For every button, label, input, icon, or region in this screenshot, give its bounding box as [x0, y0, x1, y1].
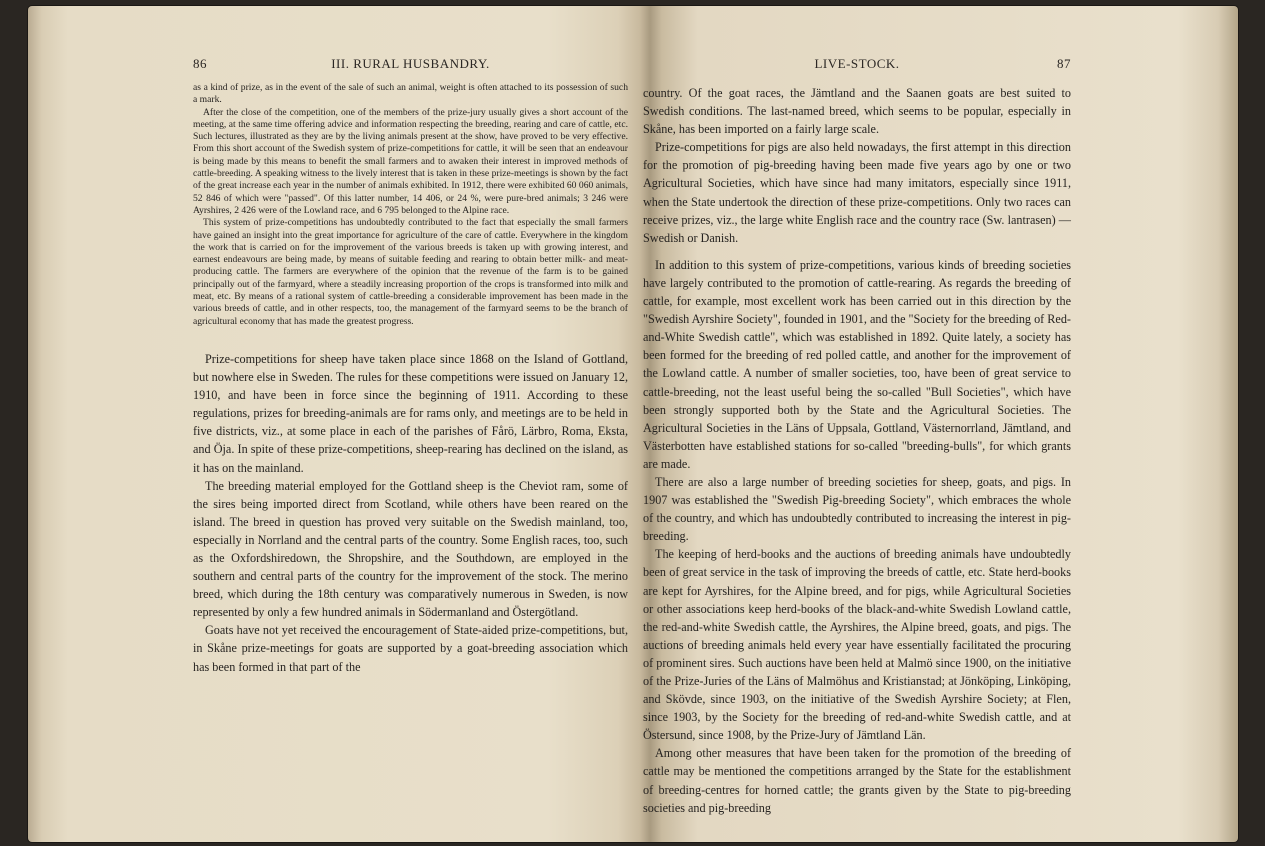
paragraph: Goats have not yet received the encouragement of State-aided prize-competitions, but, in Skåne prize-meetings for goats are supported by a goat-breeding association which has been formed in that part of the — [193, 623, 628, 674]
right-page-header — [643, 56, 1071, 72]
left-running-head: III. RURAL HUSBANDRY. — [331, 56, 490, 71]
paragraph: This system of prize-competitions has undoubtedly contributed to the fact that especially the small farmers have gained an insight into the great importance for agriculture of the care of cattle. Everywhere in the kingdom the work that is carried on for the improvement of the various breeds is taken up with growing interest, and earnest endeavours are being made, by means of suitable feeding and rearing to obtain better milk- and meat-producing cattle. The farmers are everywhere of the opinion that the revenue of the farm is to be gained principally out of the farmyard, where a steadily increasing proportion of the crops is transformed into milk and meat, etc. By means of a rational system of cattle-breeding a considerable improvement has been made in the various breeds of cattle, and in other respects, too, the management of the farmyard seems to be the branch of agricultural economy that has made the greatest progress. — [193, 217, 628, 327]
paragraph: The keeping of herd-books and the auctions of breeding animals have undoubtedly been of great service in the task of improving the breeds of cattle, etc. State herd-books are kept for Ayrshires, for the Alpine breed, and for pigs, while Agricultural Societies or other associations keep herd-books of the black-and-white Swedish Lowland cattle, the red-and-white Swedish cattle, the Ayrshires, the Alpine breed, goats, and pigs. The auctions of breeding animals held every year have essentially facilitated the procuring of prominent sires. Such auctions have been held at Malmö since 1900, on the initiative of the Prize-Juries of the Läns of Malmöhus and Kristianstad; at Jönköping, Linköping, and Skövde, since 1903, on the initiative of the Swedish Ayrshire Society; at Flen, since 1903, by the Society for the breeding of red-and-white Swedish cattle, and at Östersund, since 1908, by the Prize-Jury of Jämtland Län. — [643, 547, 1071, 743]
large-print-section — [193, 350, 628, 676]
paragraph: as a kind of prize, as in the event of the sale of such an animal, weight is often attached to its possession of such a mark. — [193, 82, 628, 106]
paragraph: Prize-competitions for pigs are also held nowadays, the first attempt in this direction for the promotion of pig-breeding having been made five years ago by one or two Agricultural Societies, which have since had many imitators, especially since 1911, when the State undertook the direction of these prize-competitions. Only two races can receive prizes, viz., the large white English race and the country race (Sw. lantrasen) — Swedish or Danish. — [643, 140, 1071, 245]
left-page-header — [193, 56, 628, 72]
paragraph: After the close of the competition, one of the members of the prize-jury usually gives a short account of the meeting, at the same time offering advice and information respecting the breeding, rearing and care of cattle, etc. Such lectures, illustrated as they are by the living animals present at the show, have proved to be very effective. From this short account of the Swedish system of prize-competitions for cattle, it will be seen that an endeavour is being made by this means to benefit the small farmers and to awaken their interest in improved methods of cattle-breeding. A speaking witness to the lively interest that is taken in these prize-meetings is shown by the fact of the great increase each year in the number of animals exhibited. In 1912, there were exhibited 60 060 animals, 52 846 of which were "passed". Of this latter number, 14 406, or 24 %, were pure-bred animals; 3 246 were Ayrshires, 2 426 were of the Lowland race, and 6 795 belonged to the Alpine race. — [193, 106, 628, 216]
left-page-number: 86 — [193, 56, 207, 71]
small-print-section — [193, 82, 628, 328]
right-running-head: LIVE-STOCK. — [814, 56, 900, 71]
right-page-number: 87 — [1057, 56, 1071, 71]
right-page-body — [643, 84, 1071, 817]
paragraph: The breeding material employed for the Gottland sheep is the Cheviot ram, some of the sires being imported direct from Scotland, while others have been reared on the island. The breed in question has proved very suitable on the Swedish mainland, too, especially in Norrland and the central parts of the country. Some English races, too, such as the Oxfordshiredown, the Shropshire, and the Southdown, are employed in the southern and central parts of the country for the improvement of the stock. The merino breed, which during the 18th century was comparatively numerous in Sweden, is now represented by only a few hundred animals in Södermanland and Östergötland. — [193, 478, 628, 620]
paragraph: Prize-competitions for sheep have taken place since 1868 on the Island of Gottland, but nowhere else in Sweden. The rules for these competitions were issued on January 12, 1910, and have been in force since the beginning of 1911. According to these regulations, prizes for breeding-animals are for rams only, and meetings are to be held in five districts, viz., at some place in each of the parishes of Fårö, Lärbro, Roma, Eksta, and Öja. In spite of these prize-competitions, sheep-rearing has declined on the island, as it has on the mainland. — [193, 351, 628, 475]
paragraph: There are also a large number of breeding societies for sheep, goats, and pigs. In 1907 was established the "Swedish Pig-breeding Society", which embraces the whole of the country, and which has undoubtedly contributed to increasing the interest in pig-breeding. — [643, 474, 1071, 544]
paragraph: Among other measures that have been taken for the promotion of the breeding of cattle may be mentioned the competitions arranged by the State for the establishment of breeding-centres for horned cattle; the grants given by the State to pig-breeding societies and pig-breeding — [643, 746, 1071, 815]
open-book — [28, 6, 1238, 842]
paragraph: country. Of the goat races, the Jämtland and the Saanen goats are best suited to Swedish conditions. The last-named breed, which seems to be popular, especially in Skåne, has been imported on a fairly large scale. — [643, 86, 1071, 137]
paragraph: In addition to this system of prize-competitions, various kinds of breeding societies have largely contributed to the promotion of cattle-rearing. As regards the breeding of cattle, for example, most excellent work has been carried out in this direction by the "Swedish Ayrshire Society", founded in 1901, and the "Society for the breeding of Red-and-White Swedish cattle", which was established in 1892. Quite lately, a society has been formed for the breeding of red polled cattle, and another for the improvement of the Lowland cattle. A number of smaller societies, too, have been of great service to cattle-breeding, not the least useful being the so-called "Bull Societies", which have been strongly supported both by the State and the Agricultural Societies. The Agricultural Societies in the Läns of Uppsala, Gottland, Västernorrland, Jämtland, and Västerbotten have established stations for so-called "breeding-bulls", for which grants are made. — [643, 257, 1071, 471]
left-page-body — [193, 82, 628, 676]
